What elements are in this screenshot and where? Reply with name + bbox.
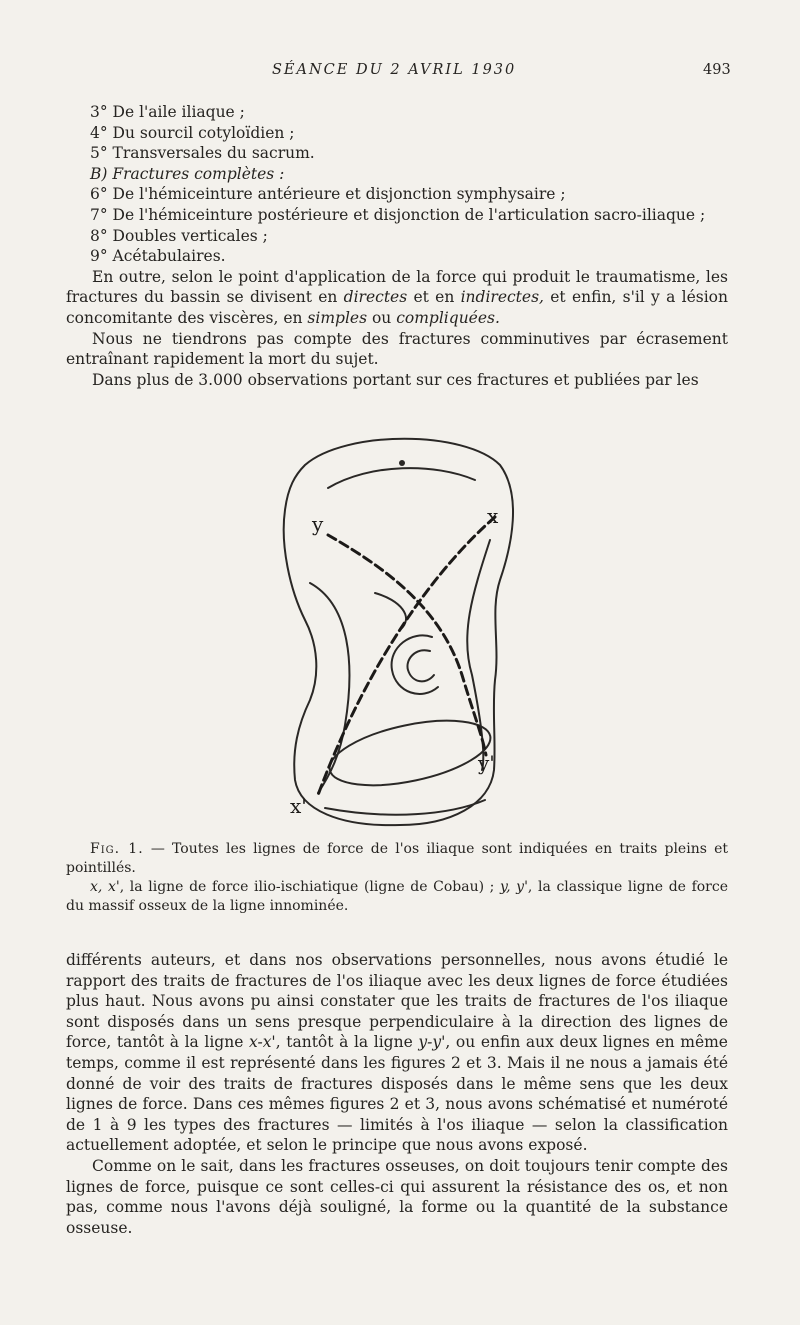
running-title: SÉANCE DU 2 AVRIL 1930: [272, 62, 517, 78]
upper-text: [66, 102, 728, 390]
list-item-5: 5° Transversales du sacrum.: [90, 144, 315, 163]
paragraph-resistance: Comme on le sait, dans les fractures osseuses, on doit toujours tenir compte des lignes de force, puisque ce sont celles-ci qui assurent la résistance des os, et non pas, comme nous l'avons déjà souligné, la forme ou la quantité de la substance osseuse.: [66, 1156, 728, 1237]
label-x: x: [487, 504, 499, 528]
label-y: y: [312, 512, 324, 536]
acetabulum-outer: [392, 635, 438, 694]
iliac-bone-figure: [250, 425, 540, 835]
paragraph-comminutive: Nous ne tiendrons pas compte des fractures comminutives par écrasement entraînant rapidement la mort du sujet.: [66, 329, 728, 369]
section-b-heading: B) Fractures complètes :: [90, 164, 285, 183]
page-number: 493: [703, 62, 731, 78]
list-item-6: 6° De l'hémiceinture antérieure et disjonction symphysaire ;: [90, 185, 566, 204]
paragraph-observations: Dans plus de 3.000 observations portant sur ces fractures et publiées par les: [92, 370, 699, 389]
caption-line-2: x, x', la ligne de force ilio-ischiatique (ligne de Cobau) ; y, y', la classique ligne de force du massif osseux de la ligne innominée.: [66, 879, 728, 914]
inner-contour-right: [467, 540, 490, 770]
list-item-7: 7° De l'hémiceinture postérieure et disjonction de l'articulation sacro-iliaque ;: [90, 205, 706, 224]
crest-dot: [399, 460, 405, 466]
page-header: [0, 62, 800, 84]
list-item-4: 4° Du sourcil cotyloïdien ;: [90, 123, 295, 142]
list-item-8: 8° Doubles verticales ;: [90, 226, 268, 245]
list-item-9: 9° Acétabulaires.: [90, 247, 226, 266]
notch-line: [375, 593, 406, 630]
caption-line-1: Fig. 1. — Toutes les lignes de force de l'os iliaque sont indiquées en traits pleins et pointillés.: [66, 841, 728, 876]
paragraph-classification: En outre, selon le point d'application de la force qui produit le traumatisme, les fractures du bassin se divisent en directes et en indirectes, et enfin, s'il y a lésion concomitante des viscères, en simples ou compliquées.: [66, 267, 728, 327]
label-x-prime: x': [290, 794, 307, 818]
list-item-3: 3° De l'aile iliaque ;: [90, 103, 245, 121]
acetabulum-inner: [407, 650, 434, 681]
figure-label: Fig. 1.: [90, 841, 144, 857]
paragraph-fracture-relationship: différents auteurs, et dans nos observations personnelles, nous avons étudié le rapport des traits de fractures de l'os iliaque avec les deux lignes de force étudiées plus haut. Nous avons pu ainsi constater que les traits de fractures de l'os iliaque sont disposés dans un sens presque perpendiculaire à la direction des lignes de force, tantôt à la ligne x-x', tantôt à la ligne y-y', ou enfin aux deux lignes en même temps, comme il est représenté dans les figures 2 et 3. Mais il ne nous a jamais été donné de voir des traits de fractures disposés dans le même sens que les deux lignes de force. Dans ces mêmes figures 2 et 3, nous avons schématisé et numéroté de 1 à 9 les types des fractures — limités à l'os iliaque — selon la classification actuellement adoptée, et selon le principe que nous avons exposé.: [66, 951, 728, 1155]
iliac-crest-line: [328, 468, 475, 488]
label-y-prime: y': [478, 751, 495, 775]
lower-text: [66, 950, 728, 1238]
figure-caption: [66, 840, 728, 916]
